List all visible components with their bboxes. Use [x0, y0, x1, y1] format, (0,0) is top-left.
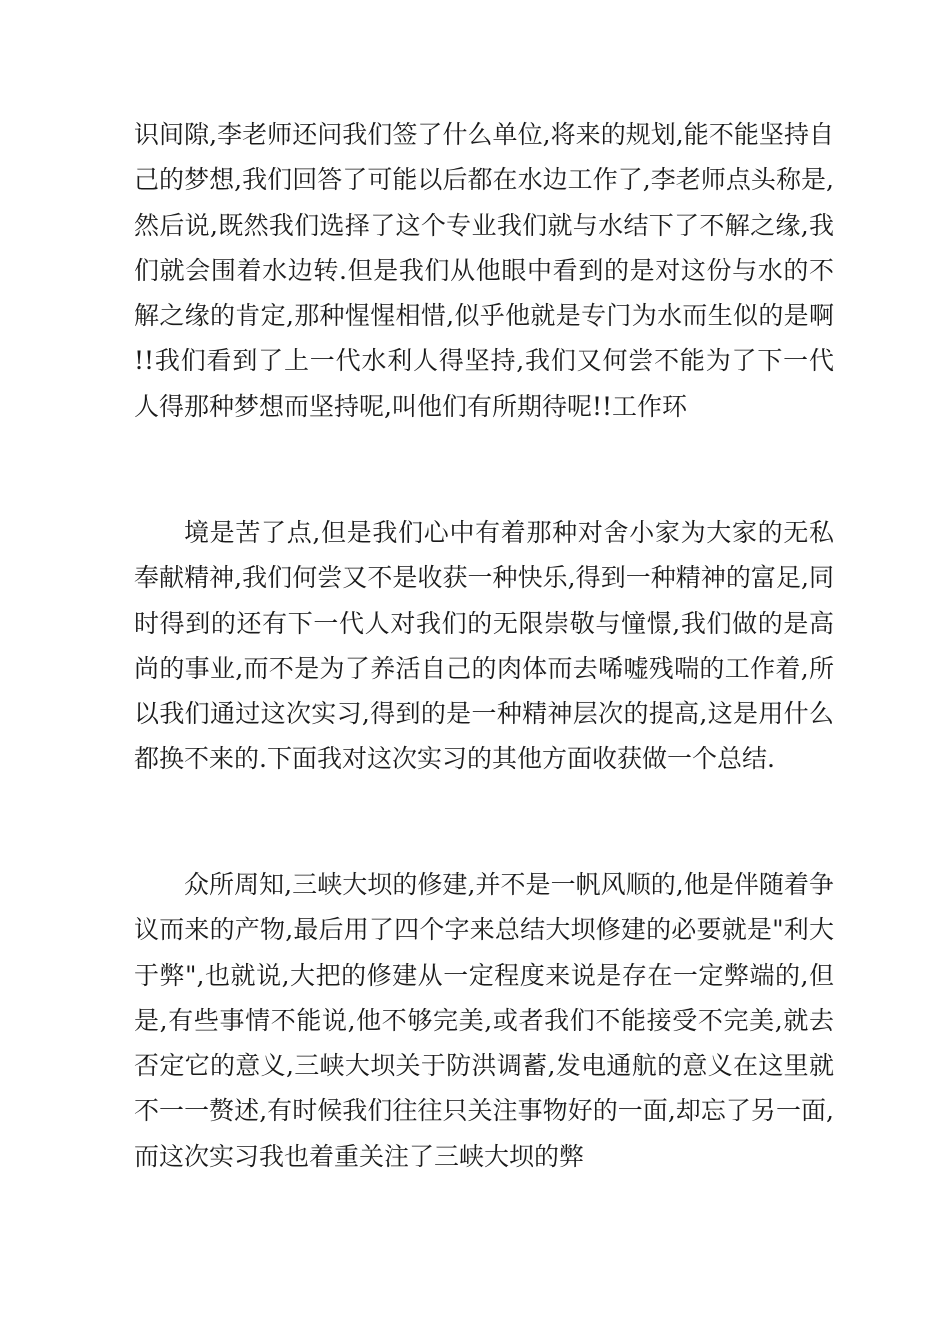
paragraph-2: 境是苦了点,但是我们心中有着那种对舍小家为大家的无私奉献精神,我们何尝又不是收获一种快乐,得到一种精神的富足,同时得到的还有下一代人对我们的无限崇敬与憧憬,我们做的是高尚的事业,而不是为了养活自己的肉体而去唏嘘残喘的工作着,所以我们通过这次实习,得到的是一种精神层次的提高,这是用什么都换不来的.下面我对这次实习的其他方面收获做一个总结. — [134, 518, 834, 774]
paragraph-3: 众所周知,三峡大坝的修建,并不是一帆风顺的,他是伴随着争议而来的产物,最后用了四个字来总结大坝修建的必要就是"利大于弊",也就说,大把的修建从一定程度来说是存在一定弊端的,但是,有些事情不能说,他不够完美,或者我们不能接受不完美,就去否定它的意义,三峡大坝关于防洪调蓄,发电通航的意义在这里就不一一赘述,有时候我们往往只关注事物好的一面,却忘了另一面,而这次实习我也着重关注了三峡大坝的弊 — [134, 870, 834, 1171]
paragraph-block-2 — [134, 510, 834, 782]
paragraph-continuation — [134, 112, 834, 429]
paragraph-block-3 — [134, 862, 834, 1179]
paragraph-1: 识间隙,李老师还问我们签了什么单位,将来的规划,能不能坚持自己的梦想,我们回答了可能以后都在水边工作了,李老师点头称是,然后说,既然我们选择了这个专业我们就与水结下了不解之缘,我们就会围着水边转.但是我们从他眼中看到的是对这份与水的不解之缘的肯定,那种惺惺相惜,似乎他就是专门为水而生似的是啊!!我们看到了上一代水利人得坚持,我们又何尝不能为了下一代人得那种梦想而坚持呢,叫他们有所期待呢!!工作环 — [134, 120, 834, 421]
